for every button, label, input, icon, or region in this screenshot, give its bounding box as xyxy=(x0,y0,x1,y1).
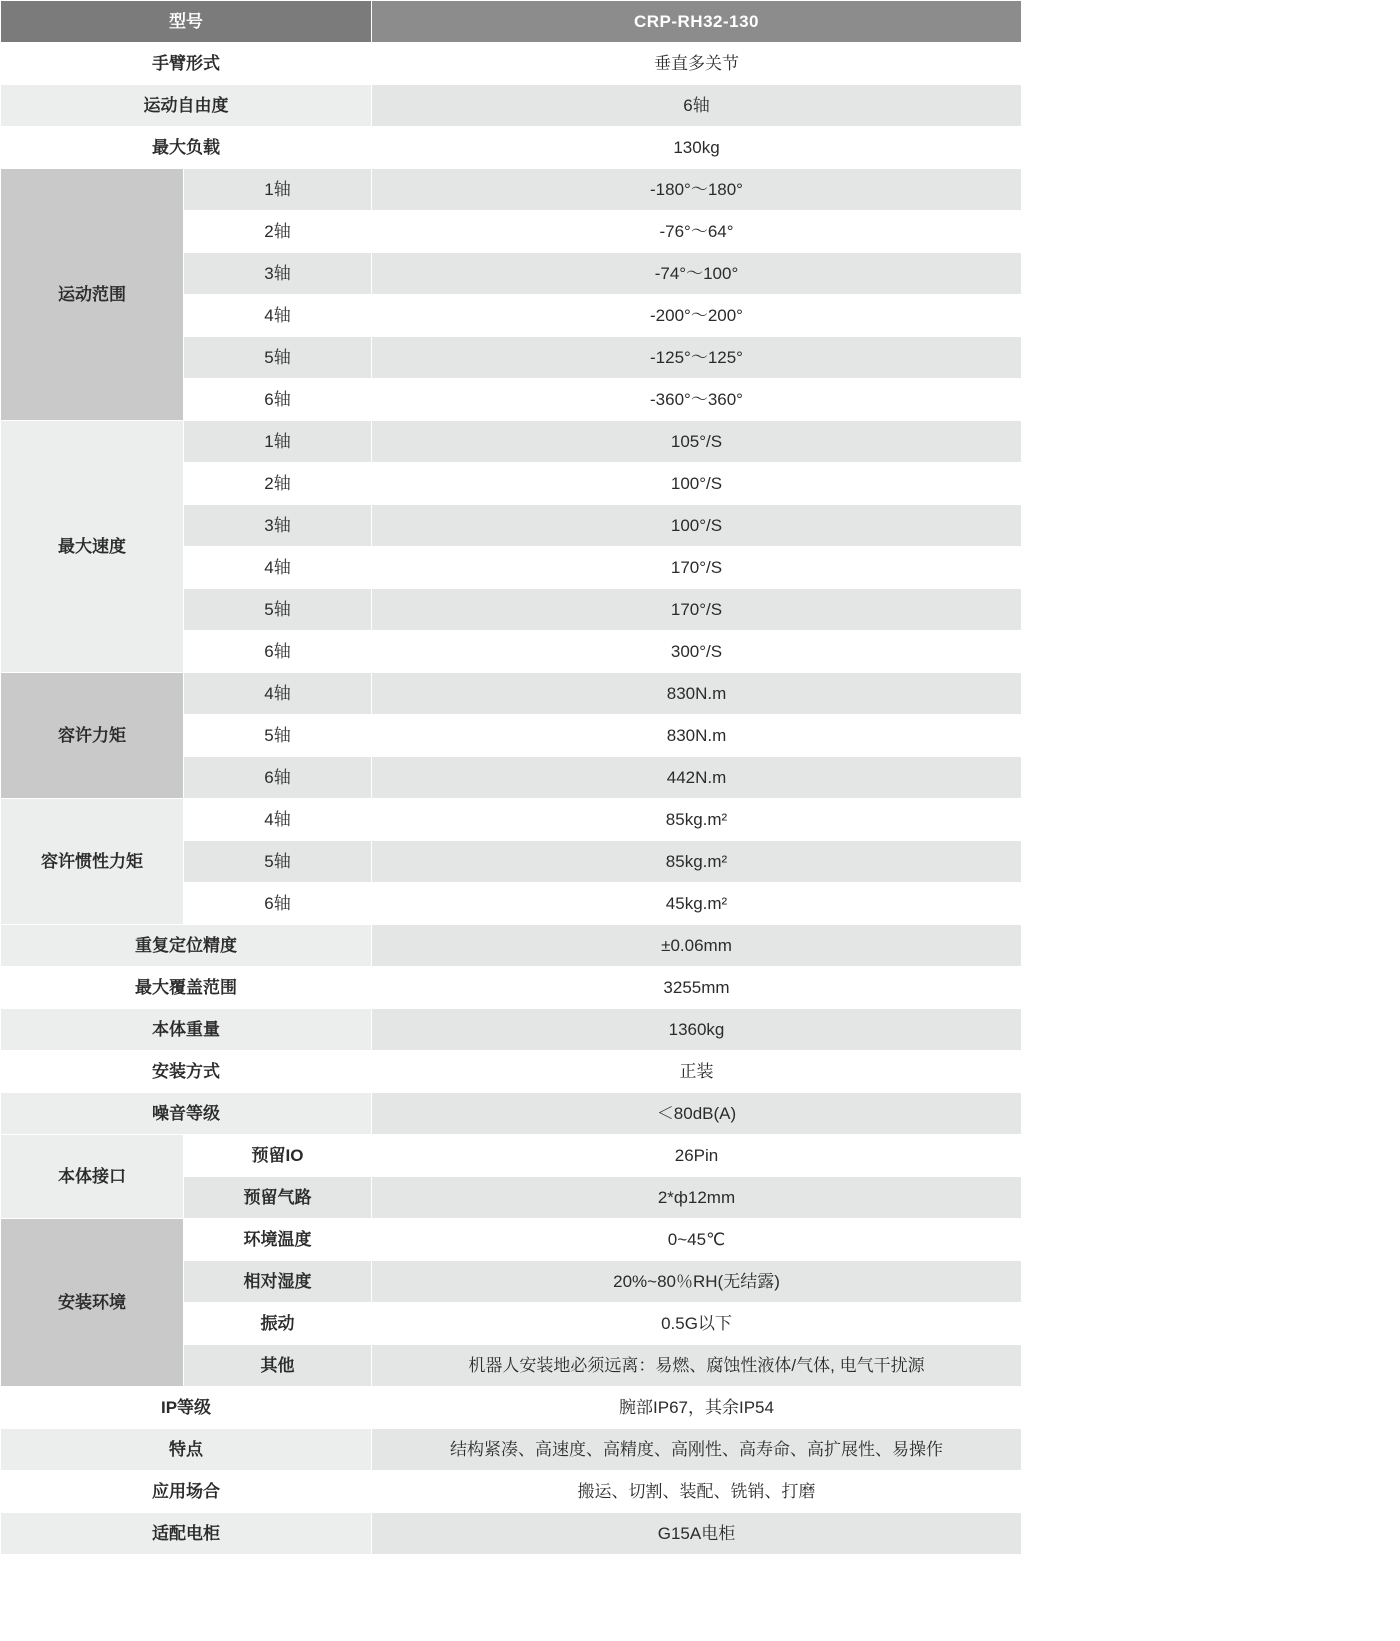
row-label-applications: 应用场合 xyxy=(1,1471,372,1513)
sub-label-motion-axis-1: 1轴 xyxy=(184,169,372,211)
sub-label-relative-humidity: 相对湿度 xyxy=(184,1261,372,1303)
sub-label-motion-axis-6: 6轴 xyxy=(184,379,372,421)
group-label-body-interface: 本体接口 xyxy=(1,1135,184,1219)
table-row xyxy=(1,1009,1022,1051)
sub-label-inertia-axis-5: 5轴 xyxy=(184,841,372,883)
group-label-max-speed: 最大速度 xyxy=(1,421,184,673)
row-label-arm-type: 手臂形式 xyxy=(1,43,372,85)
row-value-arm-type: 垂直多关节 xyxy=(372,43,1022,85)
row-label-repeatability: 重复定位精度 xyxy=(1,925,372,967)
row-value-reserved-io: 26Pin xyxy=(372,1135,1022,1177)
sub-label-speed-axis-5: 5轴 xyxy=(184,589,372,631)
row-value-inertia-axis-4: 85kg.m² xyxy=(372,799,1022,841)
table-row xyxy=(1,1387,1022,1429)
row-value-torque-axis-6: 442N.m xyxy=(372,757,1022,799)
table-row xyxy=(1,421,1022,463)
sub-label-torque-axis-5: 5轴 xyxy=(184,715,372,757)
row-label-payload: 最大负载 xyxy=(1,127,372,169)
sub-label-speed-axis-6: 6轴 xyxy=(184,631,372,673)
sub-label-reserved-io: 预留IO xyxy=(184,1135,372,1177)
table-row xyxy=(1,43,1022,85)
row-label-noise: 噪音等级 xyxy=(1,1093,372,1135)
row-value-cabinet: G15A电柜 xyxy=(372,1513,1022,1555)
row-label-weight: 本体重量 xyxy=(1,1009,372,1051)
table-row xyxy=(1,1513,1022,1555)
sub-label-torque-axis-6: 6轴 xyxy=(184,757,372,799)
row-value-applications: 搬运、切割、装配、铣销、打磨 xyxy=(372,1471,1022,1513)
row-value-motion-axis-6: -360°～360° xyxy=(372,379,1022,421)
table-row xyxy=(1,85,1022,127)
row-value-motion-axis-5: -125°～125° xyxy=(372,337,1022,379)
row-label-ip-rating: IP等级 xyxy=(1,1387,372,1429)
row-value-torque-axis-4: 830N.m xyxy=(372,673,1022,715)
sub-label-ambient-temperature: 环境温度 xyxy=(184,1219,372,1261)
row-label-mounting: 安装方式 xyxy=(1,1051,372,1093)
table-header-row xyxy=(1,1,1022,43)
sub-label-inertia-axis-4: 4轴 xyxy=(184,799,372,841)
group-label-allowable-inertia: 容许惯性力矩 xyxy=(1,799,184,925)
row-value-reserved-air: 2*ф12mm xyxy=(372,1177,1022,1219)
row-value-relative-humidity: 20%~80％RH(无结露) xyxy=(372,1261,1022,1303)
row-value-speed-axis-6: 300°/S xyxy=(372,631,1022,673)
table-row xyxy=(1,673,1022,715)
row-value-mounting: 正装 xyxy=(372,1051,1022,1093)
row-value-speed-axis-2: 100°/S xyxy=(372,463,1022,505)
row-value-speed-axis-5: 170°/S xyxy=(372,589,1022,631)
row-value-vibration: 0.5G以下 xyxy=(372,1303,1022,1345)
row-label-features: 特点 xyxy=(1,1429,372,1471)
row-value-max-reach: 3255mm xyxy=(372,967,1022,1009)
row-value-torque-axis-5: 830N.m xyxy=(372,715,1022,757)
row-value-weight: 1360kg xyxy=(372,1009,1022,1051)
group-label-environment: 安装环境 xyxy=(1,1219,184,1387)
header-label-cell: 型号 xyxy=(1,1,372,43)
sub-label-inertia-axis-6: 6轴 xyxy=(184,883,372,925)
sub-label-motion-axis-3: 3轴 xyxy=(184,253,372,295)
row-value-other: 机器人安装地必须远离：易燃、腐蚀性液体/气体, 电气干扰源 xyxy=(372,1345,1022,1387)
row-label-dof: 运动自由度 xyxy=(1,85,372,127)
sub-label-speed-axis-1: 1轴 xyxy=(184,421,372,463)
table-row xyxy=(1,967,1022,1009)
table-row xyxy=(1,1135,1022,1177)
table-row xyxy=(1,169,1022,211)
sub-label-speed-axis-2: 2轴 xyxy=(184,463,372,505)
table-row xyxy=(1,925,1022,967)
row-value-speed-axis-1: 105°/S xyxy=(372,421,1022,463)
row-value-ip-rating: 腕部IP67，其余IP54 xyxy=(372,1387,1022,1429)
sub-label-vibration: 振动 xyxy=(184,1303,372,1345)
row-value-features: 结构紧凑、高速度、高精度、高刚性、高寿命、高扩展性、易操作 xyxy=(372,1429,1022,1471)
row-value-dof: 6轴 xyxy=(372,85,1022,127)
group-label-motion-range: 运动范围 xyxy=(1,169,184,421)
table-row xyxy=(1,799,1022,841)
table-row xyxy=(1,1093,1022,1135)
row-value-repeatability: ±0.06mm xyxy=(372,925,1022,967)
sub-label-motion-axis-2: 2轴 xyxy=(184,211,372,253)
sub-label-speed-axis-3: 3轴 xyxy=(184,505,372,547)
sub-label-torque-axis-4: 4轴 xyxy=(184,673,372,715)
table-row xyxy=(1,1219,1022,1261)
sub-label-reserved-air: 预留气路 xyxy=(184,1177,372,1219)
row-value-inertia-axis-5: 85kg.m² xyxy=(372,841,1022,883)
row-value-ambient-temperature: 0~45℃ xyxy=(372,1219,1022,1261)
row-label-max-reach: 最大覆盖范围 xyxy=(1,967,372,1009)
row-value-motion-axis-4: -200°～200° xyxy=(372,295,1022,337)
table-row xyxy=(1,1051,1022,1093)
sub-label-motion-axis-4: 4轴 xyxy=(184,295,372,337)
row-value-payload: 130kg xyxy=(372,127,1022,169)
row-value-motion-axis-3: -74°～100° xyxy=(372,253,1022,295)
table-row xyxy=(1,127,1022,169)
sub-label-speed-axis-4: 4轴 xyxy=(184,547,372,589)
row-value-speed-axis-4: 170°/S xyxy=(372,547,1022,589)
header-model-cell: CRP-RH32-130 xyxy=(372,1,1022,43)
sub-label-motion-axis-5: 5轴 xyxy=(184,337,372,379)
group-label-allowable-torque: 容许力矩 xyxy=(1,673,184,799)
row-label-cabinet: 适配电柜 xyxy=(1,1513,372,1555)
table-row xyxy=(1,1471,1022,1513)
row-value-noise: ＜80dB(A) xyxy=(372,1093,1022,1135)
sub-label-other: 其他 xyxy=(184,1345,372,1387)
table-row xyxy=(1,1429,1022,1471)
row-value-motion-axis-1: -180°～180° xyxy=(372,169,1022,211)
row-value-inertia-axis-6: 45kg.m² xyxy=(372,883,1022,925)
row-value-motion-axis-2: -76°～64° xyxy=(372,211,1022,253)
row-value-speed-axis-3: 100°/S xyxy=(372,505,1022,547)
